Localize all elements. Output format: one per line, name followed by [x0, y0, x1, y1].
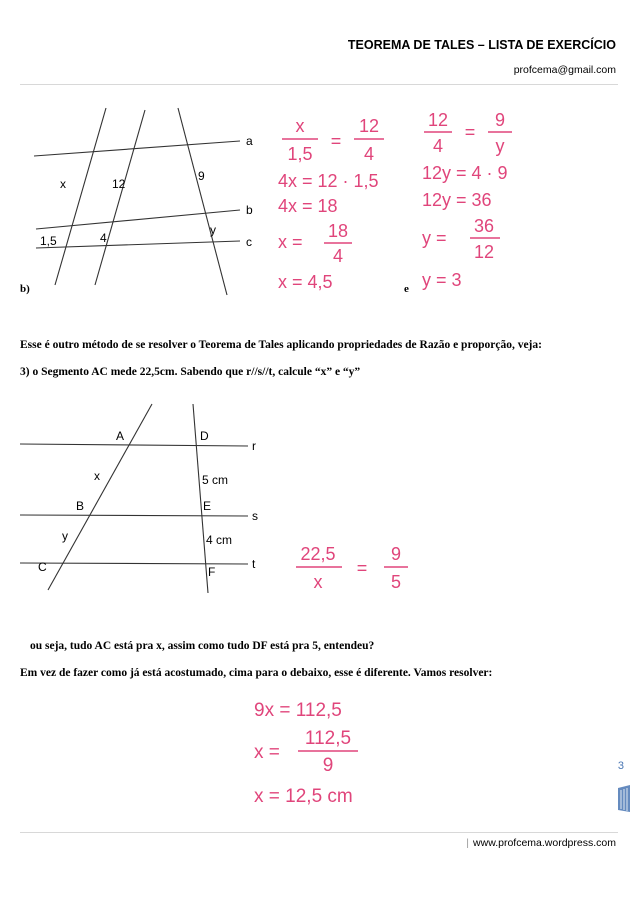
final-line2-lhs: x = — [254, 742, 280, 763]
p3-equals: = — [356, 558, 368, 578]
line-r — [20, 444, 248, 446]
label-b: b — [246, 203, 253, 217]
p3-num-left: 22,5 — [300, 544, 336, 564]
sy-frac-num-left: 12 — [427, 110, 449, 130]
sy-frac-den-left: 4 — [432, 136, 444, 156]
label-E: E — [203, 499, 212, 513]
label-4cm: 4 cm — [206, 533, 233, 547]
line-a — [34, 141, 240, 156]
sx-line4-num: 18 — [327, 221, 349, 241]
author-email: profcema@gmail.com — [513, 64, 616, 76]
final-line2-num: 112,5 — [304, 728, 352, 749]
label-B: B — [76, 499, 85, 513]
final-solution — [248, 692, 398, 812]
final-line3: x = 12,5 cm — [254, 786, 353, 807]
footer — [466, 837, 616, 849]
label-12: 12 — [112, 177, 126, 191]
sy-line2: 12y = 4 · 9 — [422, 163, 508, 183]
sy-line5: y = 3 — [422, 270, 462, 290]
final-line2-den: 9 — [322, 755, 334, 776]
sx-line4-den: 4 — [332, 246, 344, 266]
sx-frac-num-right: 12 — [358, 116, 380, 136]
paragraph-instruction: Em vez de fazer como já está acostumado, cima para o debaixo, esse é diferente. Vamos resolver: — [20, 667, 493, 679]
transversal-3 — [178, 108, 227, 295]
label-A: A — [116, 429, 125, 443]
solution-x — [272, 110, 412, 300]
label-F: F — [208, 565, 216, 579]
p3-num-right: 9 — [390, 544, 402, 564]
final-line1: 9x = 112,5 — [254, 700, 342, 721]
sx-frac-den-right: 4 — [363, 144, 375, 164]
label-1-5: 1,5 — [40, 234, 57, 248]
item-b-label: b) — [20, 283, 30, 295]
label-C: C — [38, 560, 47, 574]
label-t: t — [252, 557, 256, 571]
figure-b-diagram — [20, 100, 270, 300]
transversal-ac — [48, 404, 152, 590]
sy-line4-den: 12 — [473, 242, 495, 262]
line-s — [20, 515, 248, 516]
sx-frac-num-left: x — [295, 116, 305, 136]
sy-line3: 12y = 36 — [422, 190, 492, 210]
header-divider — [20, 84, 618, 85]
sy-frac-num-right: 9 — [494, 110, 506, 130]
solution-y — [416, 104, 536, 294]
label-a: a — [246, 134, 253, 148]
paragraph-method: Esse é outro método de se resolver o Teorema de Tales aplicando propriedades de Razão e proporção, veja: — [20, 339, 542, 351]
figure-3-diagram — [20, 398, 270, 593]
label-x: x — [94, 469, 100, 483]
page-corner-icon — [616, 784, 632, 814]
label-5cm: 5 cm — [202, 473, 229, 487]
transversal-1 — [55, 108, 106, 285]
label-4: 4 — [100, 231, 107, 245]
footer-divider — [20, 832, 618, 833]
p3-den-left: x — [313, 572, 323, 592]
sx-line4-lhs: x = — [278, 232, 303, 252]
sx-line2: 4x = 12 · 1,5 — [278, 171, 379, 191]
footer-separator: | — [466, 837, 470, 849]
line-t — [20, 563, 248, 564]
footer-url[interactable]: www.profcema.wordpress.com — [473, 837, 616, 849]
transversal-2 — [95, 110, 145, 285]
label-r: r — [252, 439, 256, 453]
sx-frac-den-left: 1,5 — [287, 144, 313, 164]
sy-frac-den-right: y — [495, 136, 505, 156]
document-title: TEOREMA DE TALES – LISTA DE EXERCÍCIO — [347, 38, 616, 52]
exercise-3-statement: 3) o Segmento AC mede 22,5cm. Sabendo que r//s//t, calcule “x” e “y” — [20, 366, 361, 378]
sy-line4-num: 36 — [473, 216, 495, 236]
paragraph-explanation: ou seja, tudo AC está pra x, assim como tudo DF está pra 5, entendeu? — [30, 640, 375, 652]
connector-e: e — [404, 283, 409, 295]
page-number: 3 — [617, 760, 624, 772]
label-s: s — [252, 509, 258, 523]
label-9: 9 — [198, 169, 205, 183]
label-D: D — [200, 429, 209, 443]
sx-equals: = — [330, 131, 342, 151]
sy-equals: = — [464, 122, 476, 142]
sy-line4-lhs: y = — [422, 228, 447, 248]
p3-den-right: 5 — [390, 572, 402, 592]
sx-line3: 4x = 18 — [278, 196, 338, 216]
exercise-3-proportion — [290, 540, 420, 600]
label-y: y — [62, 529, 68, 543]
label-x: x — [60, 177, 66, 191]
label-c: c — [246, 235, 252, 249]
sx-line5: x = 4,5 — [278, 272, 333, 292]
label-y: y — [210, 223, 216, 237]
